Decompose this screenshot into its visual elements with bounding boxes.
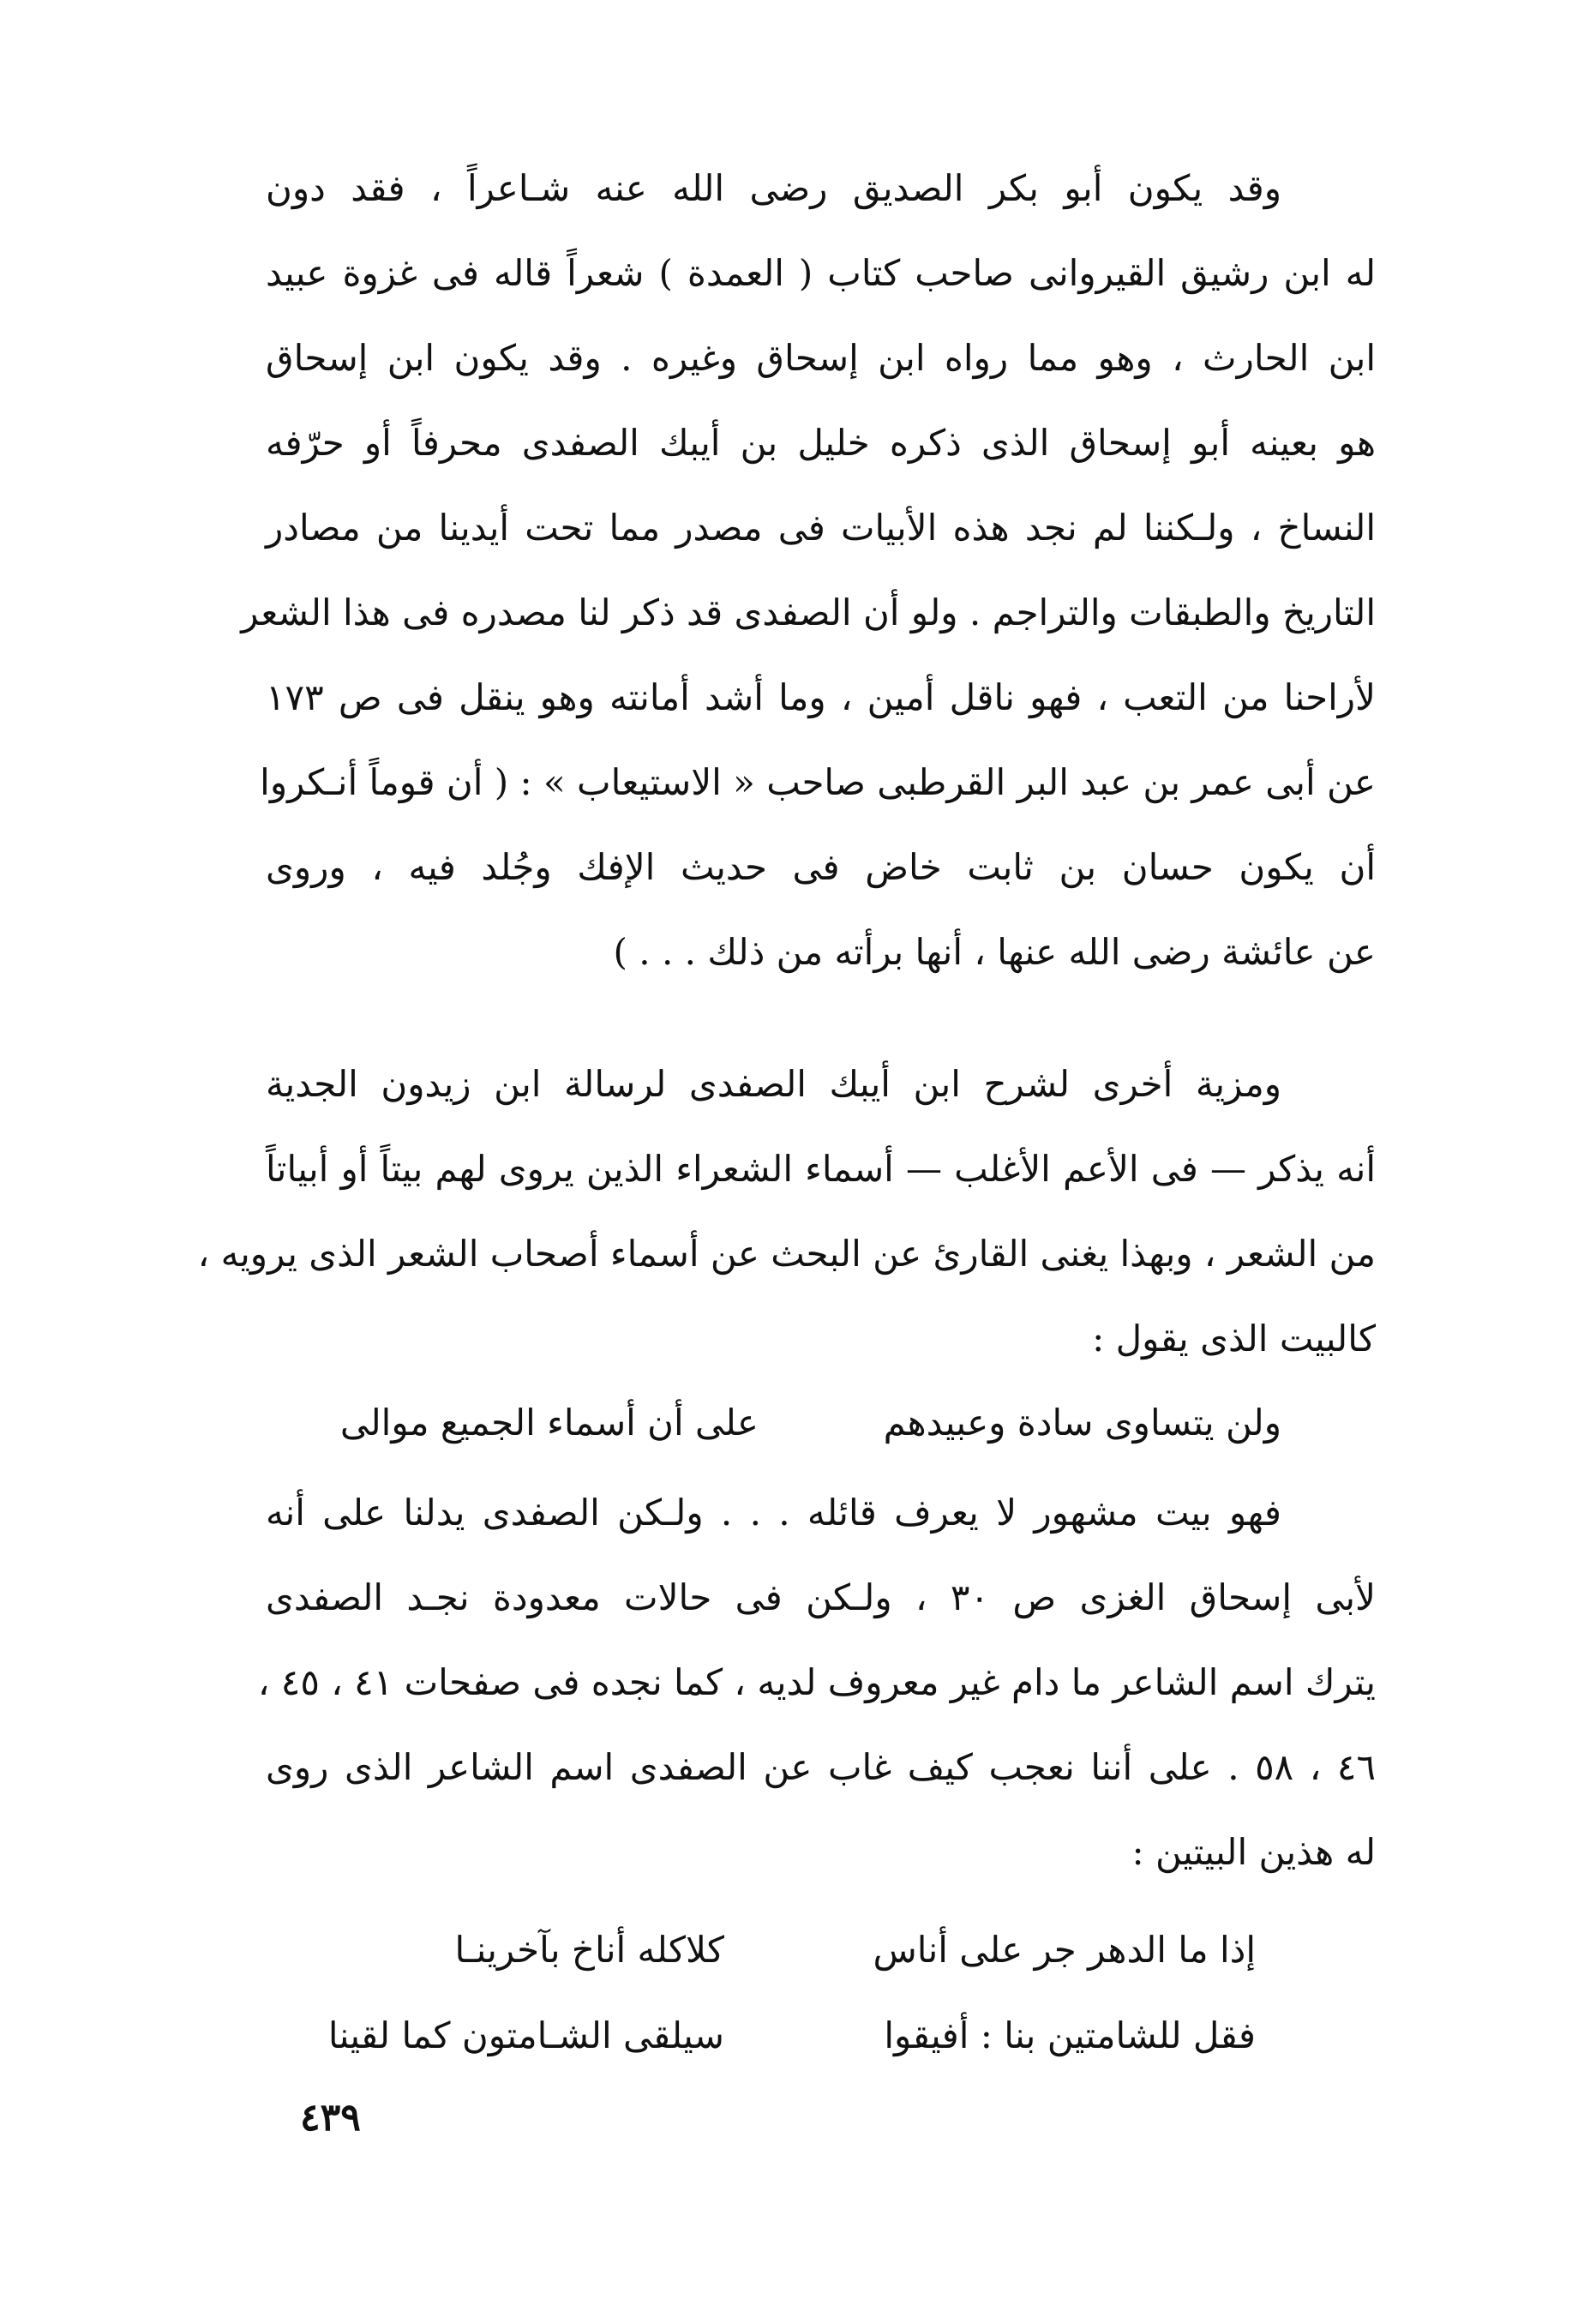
text-line: يترك اسم الشاعر ما دام غير معروف لديه ، كما نجده فى صفحات ٤١ ، ٤٥ ، (257, 1661, 1376, 1703)
text-line: التاريخ والطبقات والتراجم . ولو أن الصفدى قد ذكر لنا مصدره فى هذا الشعر (241, 591, 1376, 633)
page-number: ٤٣٩ (300, 2096, 361, 2140)
verse-1 (266, 1380, 1376, 1465)
text-line: لأبى إسحاق الغزى ص ٣٠ ، ولـكن فى حالات معدودة نجـد الصفدى (266, 1576, 1376, 1618)
text-line: وقد يكون أبو بكر الصديق رضى الله عنه شـاعراً ، فقد دون (266, 167, 1281, 209)
verse-second-hemistich: سيلقى الشـامتون كما لقينا (327, 2014, 724, 2056)
paragraph-2 (197, 1041, 1376, 1381)
verse-second-hemistich: كلاكله أناخ بآخرينـا (454, 1929, 724, 1971)
text-line: له ابن رشيق القيروانى صاحب كتاب ( العمدة ) شعراً قاله فى غزوة عبيد (266, 252, 1376, 294)
verse-first-hemistich: فقل للشامتين بنا : أفيقوا (884, 2014, 1256, 2056)
verse-second-hemistich: على أن أسماء الجميع موالى (339, 1402, 759, 1444)
text-line: هو بعينه أبو إسحاق الذى ذكره خليل بن أيبك الصفدى محرفاً أو حرّفه (266, 422, 1376, 464)
verse-first-hemistich: ولن يتساوى سادة وعبيدهم (883, 1402, 1281, 1444)
verse-3 (266, 1993, 1376, 2078)
paragraph-3 (257, 1470, 1377, 1894)
text-line: أن يكون حسان بن ثابت خاض فى حديث الإفك وجُلد فيه ، وروى (266, 846, 1376, 888)
verse-2 (266, 1907, 1376, 1992)
text-line: له هذين البيتين : (1131, 1831, 1376, 1873)
text-line: من الشعر ، وبهذا يغنى القارئ عن البحث عن أسماء أصحاب الشعر الذى يرويه ، (197, 1233, 1376, 1275)
text-line: ابن الحارث ، وهو مما رواه ابن إسحاق وغيره . وقد يكون ابن إسحاق (266, 337, 1376, 379)
text-line: كالبيت الذى يقول : (1092, 1318, 1376, 1360)
text-line: ٤٦ ، ٥٨ . على أننا نعجب كيف غاب عن الصفدى اسم الشاعر الذى روى (266, 1746, 1377, 1788)
text-line: عن أبى عمر بن عبد البر القرطبى صاحب « الاستيعاب » : ( أن قوماً أنـكروا (260, 761, 1376, 803)
paragraph-1 (241, 146, 1376, 994)
verse-first-hemistich: إذا ما الدهر جر على أناس (873, 1929, 1256, 1971)
text-line: النساخ ، ولـكننا لم نجد هذه الأبيات فى مصدر مما تحت أيدينا من مصادر (266, 507, 1376, 549)
text-line: أنه يذكر — فى الأعم الأغلب — أسماء الشعراء الذين يروى لهم بيتاً أو أبياتاً (266, 1148, 1376, 1190)
text-line: لأراحنا من التعب ، فهو ناقل أمين ، وما أشد أمانته وهو ينقل فى ص ١٧٣ (266, 676, 1376, 718)
text-line: فهو بيت مشهور لا يعرف قائله . . . ولـكن الصفدى يدلنا على أنه (266, 1492, 1281, 1534)
text-line: عن عائشة رضى الله عنها ، أنها برأته من ذلك . . . ) (613, 931, 1376, 973)
text-line: ومزية أخرى لشرح ابن أيبك الصفدى لرسالة ابن زيدون الجدية (266, 1063, 1281, 1105)
